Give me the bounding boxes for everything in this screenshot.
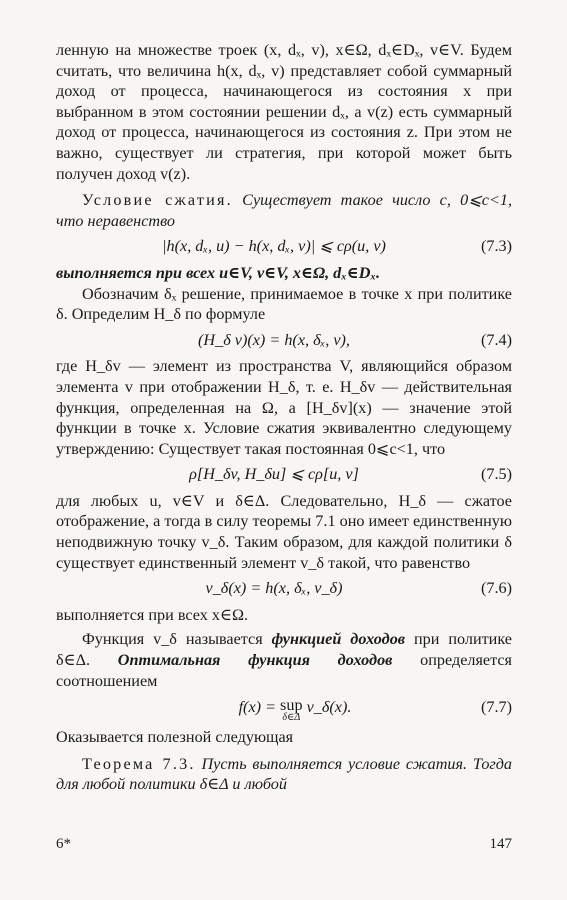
- equation-7-3-formula: |h(x, dₓ, u) − h(x, dₓ, v)| ⩽ cρ(u, v): [162, 237, 386, 256]
- paragraph-explanation: где H_δv — элемент из пространства V, являющийся образом элемента v при отображении H_δ, т. е. H_δv — действительная функция, определенная на Ω, а [H_δv](x) — значение этой функции в точке x. Условие сжатия эквивалентно следующему утверждению: Существует такая постоянная 0⩽c<1, что: [56, 357, 512, 458]
- theorem-text: Пусть выполняется условие сжатия. Тогда для любой политики δ∈Δ и любой: [56, 754, 513, 794]
- equation-7-6: [56, 578, 512, 599]
- equation-7-4-number: (7.4): [480, 330, 512, 349]
- theorem-heading: Теорема 7.3.: [82, 754, 196, 773]
- condition-scope: выполняется при всех u∈V, v∈V, x∈Ω, dₓ∈Dₓ.: [56, 263, 380, 282]
- equation-7-3: [56, 236, 512, 257]
- income-text-2: при политике δ∈Δ.: [56, 630, 512, 670]
- income-text-3: определяется соотношением: [56, 651, 512, 690]
- equation-7-5-number: (7.5): [480, 465, 512, 484]
- equation-7-6-number: (7.6): [480, 579, 512, 598]
- equation-7-3-number: (7.3): [480, 237, 512, 256]
- contraction-condition: [56, 190, 512, 231]
- paragraph-notation: Обозначим δₓ решение, принимаемое в точке x при политике δ. Определим H_δ по формуле: [56, 284, 512, 324]
- equation-7-4-formula: (H_δ v)(x) = h(x, δₓ, v),: [198, 330, 350, 349]
- equation-7-6-scope: выполняется при всех x∈Ω.: [56, 605, 249, 624]
- signature-mark: 6*: [56, 836, 71, 852]
- income-term: функцией доходов: [271, 630, 406, 649]
- equation-7-4: [56, 330, 512, 351]
- optimal-income-term: Оптимальная функция доходов: [117, 651, 393, 670]
- equation-7-5-formula: ρ[H_δv, H_δu] ⩽ cρ[u, v]: [189, 465, 359, 484]
- page-number: 147: [489, 836, 512, 852]
- equation-7-7-formula: [56, 697, 464, 723]
- equation-7-7-lhs: f(x) =: [238, 698, 281, 717]
- income-text-1: Функция v_δ называется: [82, 630, 272, 649]
- sup-subscript: δ∈Δ: [282, 712, 301, 724]
- equation-7-7-number: (7.7): [480, 698, 512, 717]
- sup-operator: [280, 697, 303, 723]
- equation-7-6-formula: v_δ(x) = h(x, δₓ, v_δ): [205, 579, 343, 598]
- paragraph-intro: ленную на множестве троек (x, dₓ, v), x∈Ω, dₓ∈Dₓ, v∈V. Будем считать, что величина h(x, dₓ, v) представляет собой суммарный доход от процесса, начинающегося из состояния x при выбранном в этом состоянии решении dₓ, а v(z) есть суммарный доход от процесса, начинающегося из состояния z. При этом не важно, существует ли стратегия, при которой может быть получен доход v(z).: [56, 41, 512, 183]
- sup-label: sup: [280, 696, 303, 715]
- equation-7-7: [56, 697, 512, 723]
- paragraph-useful: Оказывается полезной следующая: [56, 728, 294, 747]
- equation-7-5: [56, 464, 512, 485]
- paragraph-income-function: [56, 629, 512, 691]
- paragraph-fixed-point: для любых u, v∈V и δ∈Δ. Следовательно, H_δ — сжатое отображение, а тогда в силу теоремы 7.1 оно имеет единственную неподвижную точку v_δ. Таким образом, для каждой политики δ существует единственный элемент v_δ такой, что равенство: [56, 491, 512, 572]
- theorem-7-3: [56, 754, 512, 795]
- page-footer: [56, 834, 512, 855]
- contraction-text: Существует такое число c, 0⩽c<1, что неравенство: [56, 191, 513, 230]
- equation-7-7-rhs: v_δ(x).: [302, 698, 352, 717]
- contraction-heading: Условие сжатия.: [82, 191, 233, 210]
